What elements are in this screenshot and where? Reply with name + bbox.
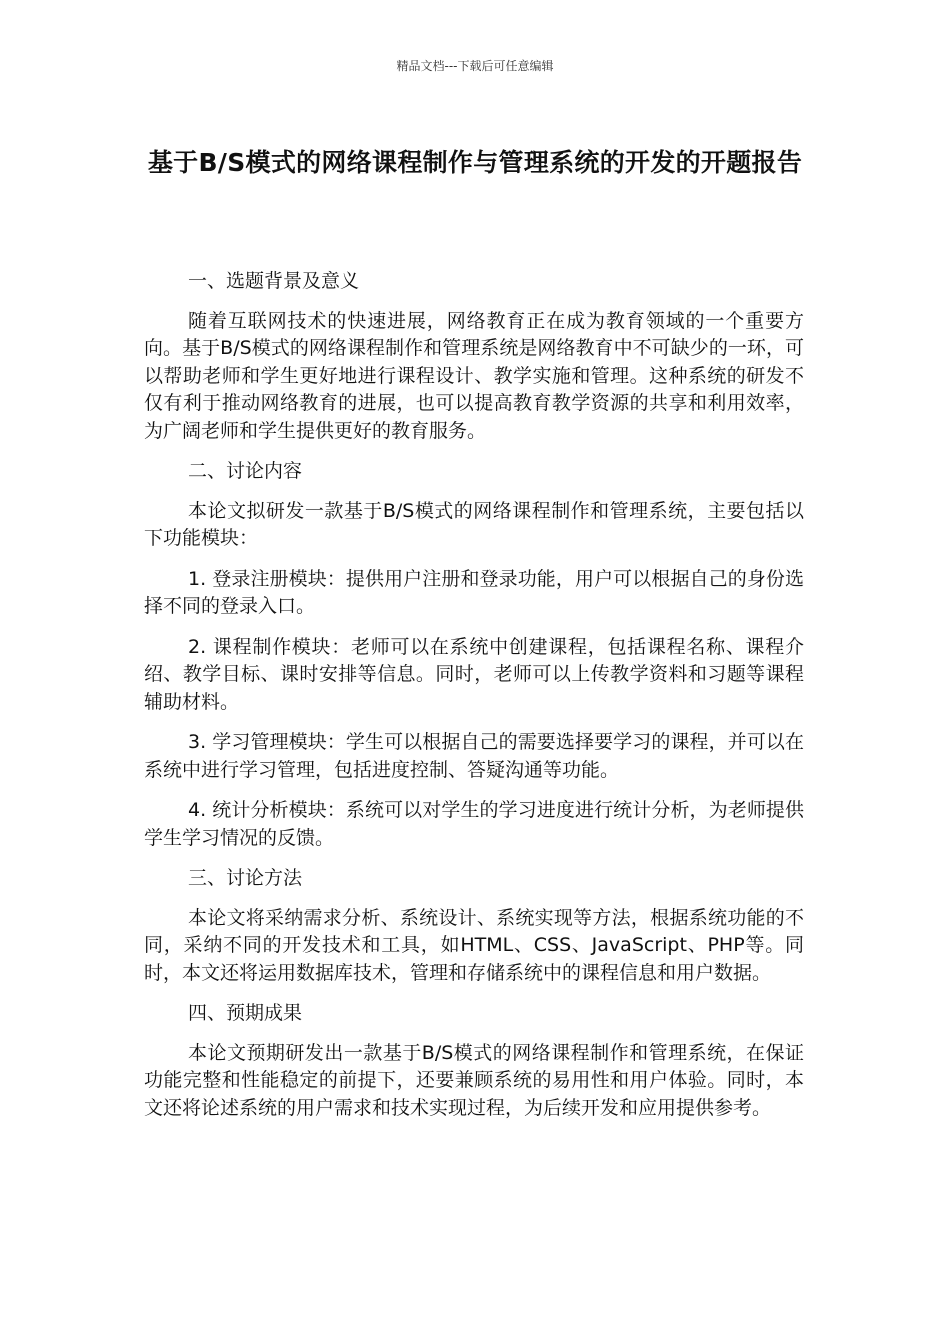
- list-item-statistics-module: 4. 统计分析模块：系统可以对学生的学习进度进行统计分析，为老师提供学生学习情况的反馈。: [144, 799, 804, 849]
- section-heading-background: 一、选题背景及意义: [188, 270, 360, 292]
- page-header: 精品文档---下载后可任意编辑: [396, 59, 554, 73]
- section-heading-results: 四、预期成果: [188, 1002, 303, 1024]
- list-item-login-module: 1. 登录注册模块：提供用户注册和登录功能，用户可以根据自己的身份选择不同的登录入口。: [144, 567, 804, 617]
- paragraph-background: 随着互联网技术的快速进展，网络教育正在成为教育领域的一个重要方向。基于B/S模式的网络课程制作和管理系统是网络教育中不可缺少的一环，可以帮助老师和学生更好地进行课程设计、教学实施和管理。这种系统的研发不仅有利于推动网络教育的进展，也可以提高教育教学资源的共享和利用效率，为广阔老师和学生提供更好的教育服务。: [144, 309, 804, 442]
- document-body: [144, 268, 804, 1135]
- section-heading-method: 三、讨论方法: [188, 867, 303, 889]
- paragraph-results: 本论文预期研发出一款基于B/S模式的网络课程制作和管理系统，在保证功能完整和性能稳定的前提下，还要兼顾系统的易用性和用户体验。同时，本文还将论述系统的用户需求和技术实现过程，为后续开发和应用提供参考。: [144, 1041, 804, 1119]
- paragraph-content-intro: 本论文拟研发一款基于B/S模式的网络课程制作和管理系统，主要包括以下功能模块：: [144, 499, 804, 549]
- paragraph-method: 本论文将采纳需求分析、系统设计、系统实现等方法，根据系统功能的不同，采纳不同的开发技术和工具，如HTML、CSS、JavaScript、PHP等。同时，本文还将运用数据库技术，管理和存储系统中的课程信息和用户数据。: [144, 906, 804, 984]
- list-item-learning-module: 3. 学习管理模块：学生可以根据自己的需要选择要学习的课程，并可以在系统中进行学习管理，包括进度控制、答疑沟通等功能。: [144, 731, 804, 781]
- section-heading-content: 二、讨论内容: [188, 460, 303, 482]
- document-title: 基于B/S模式的网络课程制作与管理系统的开发的开题报告: [147, 148, 803, 177]
- list-item-course-module: 2. 课程制作模块：老师可以在系统中创建课程，包括课程名称、课程介绍、教学目标、课时安排等信息。同时，老师可以上传教学资料和习题等课程辅助材料。: [144, 635, 804, 713]
